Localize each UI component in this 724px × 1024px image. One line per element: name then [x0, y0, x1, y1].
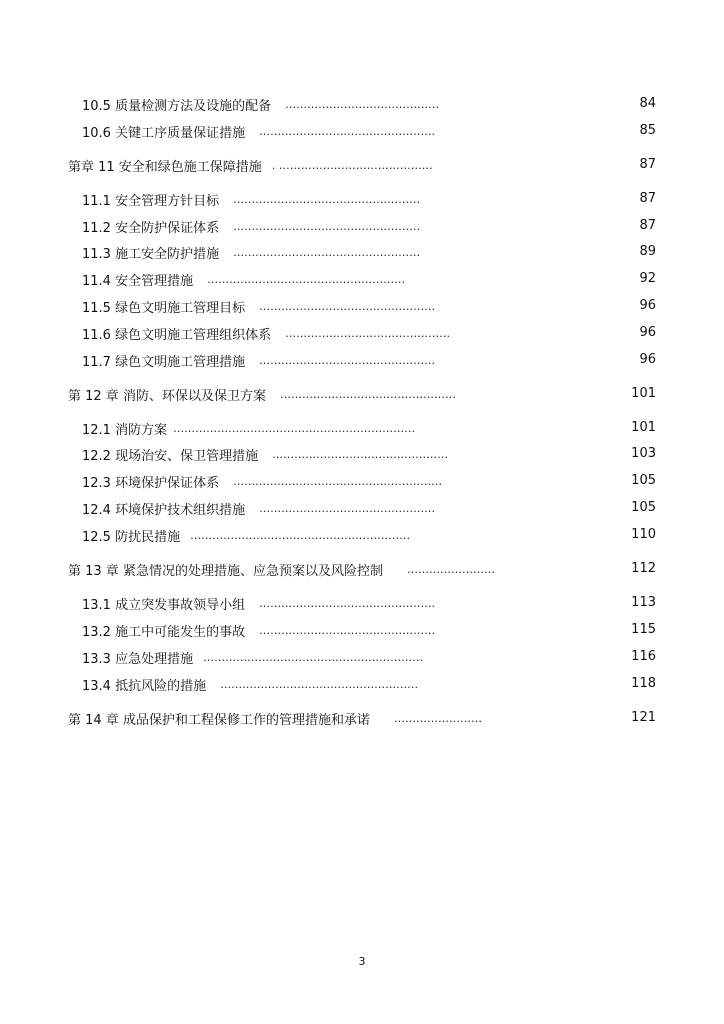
toc-chapter-label: 第 12 章 消防、环保以及保卫方案: [68, 388, 266, 404]
toc-entry[interactable]: [82, 216, 656, 236]
toc-page-number: 113: [631, 595, 656, 610]
toc-page-number: 110: [631, 527, 656, 542]
toc-entry[interactable]: [82, 269, 656, 289]
toc-entry-label: 11.7 绿色文明施工管理措施: [82, 354, 246, 370]
toc-entry-label: 11.1 安全管理方针目标: [82, 193, 220, 209]
toc-leader-dots: ………………………………………: [285, 326, 451, 340]
toc-page-number: 118: [631, 676, 656, 691]
toc-leader-dots: . ……………………………………: [271, 158, 433, 172]
toc-entry[interactable]: [82, 444, 656, 464]
toc-entry-label: 13.4 抵抗风险的措施: [82, 678, 207, 694]
toc-leader-dots: ………………………………………………: [220, 677, 419, 691]
toc-chapter-label: 第 14 章 成品保护和工程保修工作的管理措施和承诺: [68, 712, 370, 728]
toc-chapter[interactable]: [68, 155, 656, 175]
toc-entry[interactable]: [82, 296, 656, 316]
toc-page-number: 115: [631, 622, 656, 637]
toc-leader-dots: ……………………………………………………: [190, 528, 411, 542]
toc-entry-label: 13.1 成立突发事故领导小组: [82, 597, 246, 613]
toc-page-number: 96: [639, 325, 656, 340]
toc-entry[interactable]: [82, 242, 656, 262]
toc-page-number: 92: [639, 271, 656, 286]
toc-leader-dots: …………………………………………: [272, 447, 449, 461]
toc-page-number: 105: [631, 500, 656, 515]
toc-entry-label: 11.6 绿色文明施工管理组织体系: [82, 327, 272, 343]
toc-leader-dots: ………………………………………………: [207, 272, 406, 286]
toc-entry[interactable]: [82, 121, 656, 141]
toc-leader-dots: …………………………………………: [259, 596, 436, 610]
toc-entry-label: 12.5 防扰民措施: [82, 529, 181, 545]
toc-leader-dots: …………………………………………: [259, 124, 436, 138]
toc-entry[interactable]: [82, 471, 656, 491]
toc-leader-dots: …………………………………………: [259, 501, 436, 515]
toc-entry[interactable]: [82, 189, 656, 209]
toc-entry[interactable]: [82, 418, 656, 438]
toc-entry[interactable]: [82, 593, 656, 613]
toc-leader-dots: ……………………: [406, 562, 495, 576]
toc-entry-label: 11.5 绿色文明施工管理目标: [82, 300, 246, 316]
toc-entry-label: 13.2 施工中可能发生的事故: [82, 624, 246, 640]
toc-leader-dots: …………………………………………: [279, 387, 456, 401]
toc-chapter[interactable]: [68, 708, 656, 728]
toc-leader-dots: …………………………………………: [259, 299, 436, 313]
toc-page-number: 89: [639, 244, 656, 259]
toc-leader-dots: ……………………………………………: [233, 219, 421, 233]
toc-leader-dots: …………………………………………: [259, 353, 436, 367]
toc-entry[interactable]: [82, 674, 656, 694]
toc-leader-dots: ……………………………………………………: [203, 650, 424, 664]
toc-page-number: 85: [639, 123, 656, 138]
toc-leader-dots: …………………………………………………………: [173, 421, 416, 435]
toc-page-number: 105: [631, 473, 656, 488]
toc-page-number: 112: [631, 561, 656, 576]
toc-leader-dots: …………………………………………………: [233, 474, 443, 488]
toc-page-number: 87: [639, 157, 656, 172]
toc-entry[interactable]: [82, 350, 656, 370]
toc-page-number: 87: [639, 191, 656, 206]
toc-chapter-label: 第章 11 安全和绿色施工保障措施: [68, 159, 262, 175]
toc-entry-label: 11.3 施工安全防护措施: [82, 246, 220, 262]
toc-leader-dots: ……………………………………………: [233, 245, 421, 259]
toc-page-number: 96: [639, 298, 656, 313]
toc-entry[interactable]: [82, 498, 656, 518]
toc-page-number: 87: [639, 218, 656, 233]
toc-leader-dots: ……………………………………: [285, 97, 440, 111]
toc-leader-dots: ……………………………………………: [233, 192, 421, 206]
toc-entry-label: 12.4 环境保护技术组织措施: [82, 502, 246, 518]
toc-page-number: 121: [631, 710, 656, 725]
toc-chapter[interactable]: [68, 384, 656, 404]
toc-entry-label: 11.4 安全管理措施: [82, 273, 194, 289]
toc-chapter[interactable]: [68, 559, 656, 579]
toc-entry-label: 12.3 环境保护保证体系: [82, 475, 220, 491]
page-number: 3: [358, 955, 366, 968]
toc-page-number: 101: [631, 420, 656, 435]
toc-entry[interactable]: [82, 647, 656, 667]
toc-page-number: 103: [631, 446, 656, 461]
toc-leader-dots: …………………………………………: [259, 623, 436, 637]
toc-entry[interactable]: [82, 525, 656, 545]
toc-page-number: 116: [631, 649, 656, 664]
toc-entry[interactable]: [82, 323, 656, 343]
toc-page-number: 84: [639, 96, 656, 111]
toc-page-number: 96: [639, 352, 656, 367]
toc-leader-dots: ……………………: [393, 711, 482, 725]
toc-entry[interactable]: [82, 620, 656, 640]
toc-entry-label: 11.2 安全防护保证体系: [82, 220, 220, 236]
toc-entry-label: 12.1 消防方案: [82, 422, 168, 438]
toc-page-number: 101: [631, 386, 656, 401]
toc-entry[interactable]: [82, 94, 656, 114]
toc-entry-label: 13.3 应急处理措施: [82, 651, 194, 667]
toc-entry-label: 12.2 现场治安、保卫管理措施: [82, 448, 259, 464]
toc-entry-label: 10.5 质量检测方法及设施的配备: [82, 98, 272, 114]
toc-chapter-label: 第 13 章 紧急情况的处理措施、应急预案以及风险控制: [68, 563, 383, 579]
toc-entry-label: 10.6 关键工序质量保证措施: [82, 125, 246, 141]
